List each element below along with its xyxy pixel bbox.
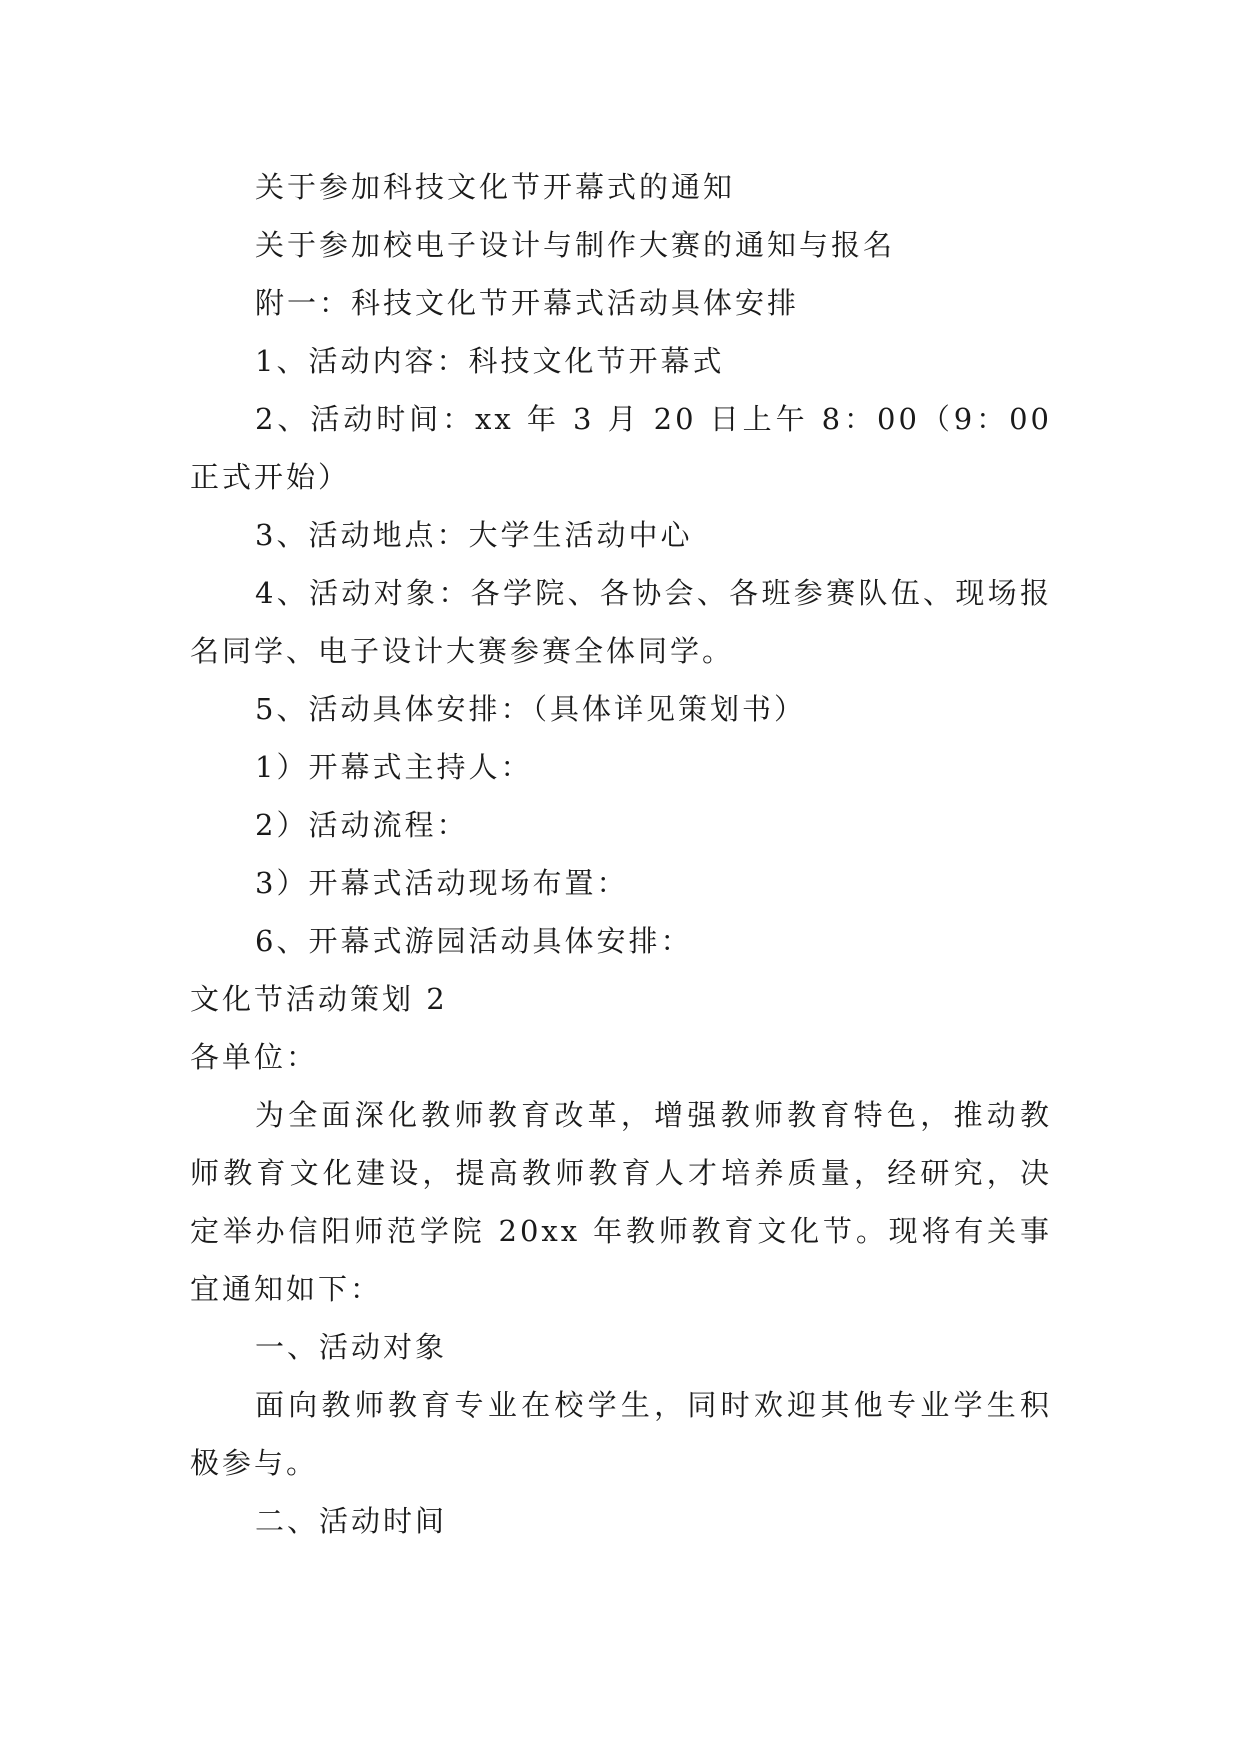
- item-host: 1）开幕式主持人：: [255, 750, 533, 784]
- activity-location: 3、活动地点：大学生活动中心: [255, 518, 693, 552]
- section-title: 文化节活动策划 2: [190, 982, 448, 1016]
- intro-paragraph: 为全面深化教师教育改革，增强教师教育特色，推动教师教育文化建设，提高教师教育人才培养质量，经研究，决定举办信阳师范学院 20xx 年教师教育文化节。现将有关事宜通知如下：: [190, 1098, 1052, 1306]
- item-process: 2）活动流程：: [255, 808, 469, 842]
- notice-title-contest: 关于参加校电子设计与制作大赛的通知与报名: [255, 228, 896, 262]
- activity-participants: 4、活动对象：各学院、各协会、各班参赛队伍、现场报名同学、电子设计大赛参赛全体同学。: [190, 576, 1052, 668]
- activity-arrangement: 5、活动具体安排：（具体详见策划书）: [255, 692, 806, 726]
- notice-title-opening: 关于参加科技文化节开幕式的通知: [255, 170, 736, 204]
- heading-time: 二、活动时间: [255, 1504, 448, 1538]
- activity-time: 2、活动时间：xx 年 3 月 20 日上午 8：00（9：00 正式开始）: [190, 402, 1052, 494]
- heading-participants: 一、活动对象: [255, 1330, 448, 1364]
- appendix-heading: 附一：科技文化节开幕式活动具体安排: [255, 286, 800, 320]
- participants-paragraph: 面向教师教育专业在校学生，同时欢迎其他专业学生积极参与。: [190, 1388, 1052, 1480]
- salutation: 各单位：: [190, 1040, 319, 1074]
- document-body: [190, 158, 1052, 1550]
- activity-content: 1、活动内容：科技文化节开幕式: [255, 344, 725, 378]
- item-venue-setup: 3）开幕式活动现场布置：: [255, 866, 629, 900]
- item-garden-party: 6、开幕式游园活动具体安排：: [255, 924, 693, 958]
